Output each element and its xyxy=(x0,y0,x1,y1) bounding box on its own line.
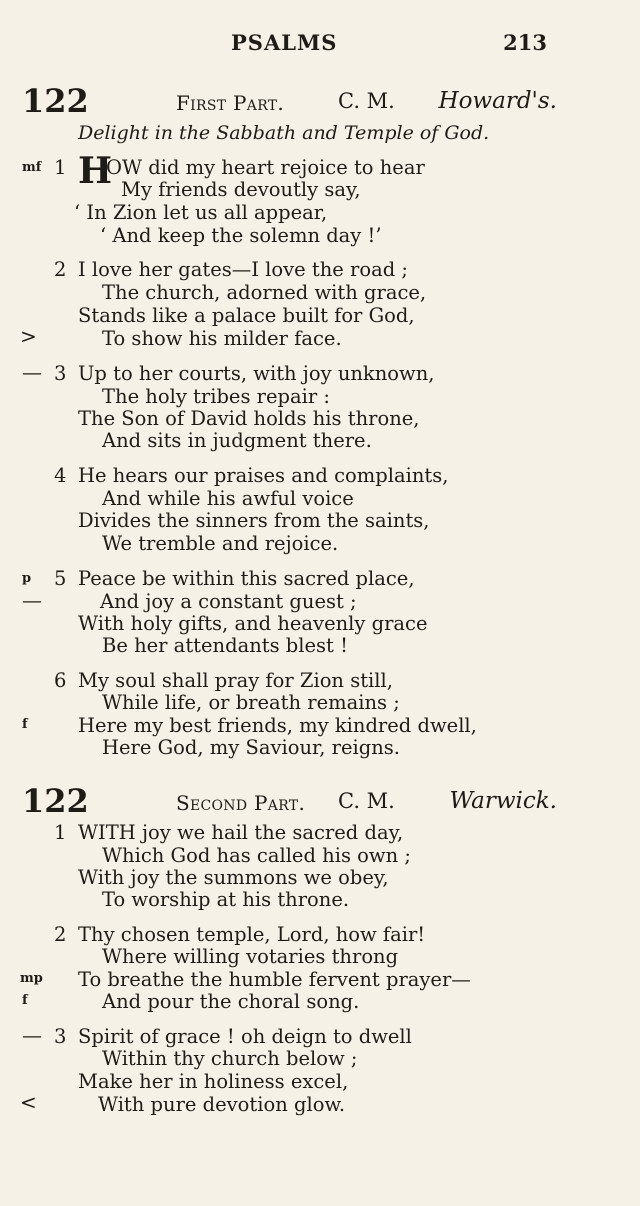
verse-line: We tremble and rejoice. xyxy=(102,532,339,555)
verse-number: 3 xyxy=(54,362,67,385)
hymn-tune: Warwick. xyxy=(449,788,557,814)
verse-line: I love her gates—I love the road ; xyxy=(78,258,408,281)
accent-mark: > xyxy=(20,324,37,348)
hymn-part: Second Part. xyxy=(176,791,306,815)
verse-number: 3 xyxy=(54,1025,67,1048)
verse-number: 1 xyxy=(54,156,67,179)
verse-line: With joy the summons we obey, xyxy=(78,866,389,889)
dynamic-mark: — xyxy=(22,360,42,384)
verse-line: The holy tribes repair : xyxy=(102,385,330,408)
drop-cap: H xyxy=(78,150,113,192)
verse-line: To breathe the humble fervent prayer— xyxy=(78,968,471,991)
verse-line: Stands like a palace built for God, xyxy=(78,304,415,327)
verse-line: Up to her courts, with joy unknown, xyxy=(78,362,435,385)
verse-line: And while his awful voice xyxy=(102,487,354,510)
dynamic-mark: mf xyxy=(22,160,42,175)
hymn-meter: C. M. xyxy=(338,89,395,113)
running-head xyxy=(0,30,640,62)
dynamic-mark: f xyxy=(22,993,28,1008)
verse-line: Spirit of grace ! oh deign to dwell xyxy=(78,1025,412,1048)
dynamic-mark: f xyxy=(22,717,28,732)
verse-line: WITH joy we hail the sacred day, xyxy=(78,821,404,844)
hymn-part: First Part. xyxy=(176,91,285,115)
dynamic-mark: p xyxy=(22,571,32,586)
dynamic-mark: mp xyxy=(20,971,43,986)
verse-number: 6 xyxy=(54,669,67,692)
hymn-meter: C. M. xyxy=(338,789,395,813)
hymn-heading xyxy=(22,782,562,818)
verse-line: Here God, my Saviour, reigns. xyxy=(102,736,400,759)
verse-number: 2 xyxy=(54,923,67,946)
verse-number: 2 xyxy=(54,258,67,281)
verse-line: My friends devoutly say, xyxy=(121,178,361,201)
accent-mark: < xyxy=(20,1090,37,1114)
running-head-title: PSALMS xyxy=(231,30,338,55)
verse-line: ‘ And keep the solemn day !’ xyxy=(100,224,382,247)
dynamic-mark: — xyxy=(22,588,42,612)
verse-line: The church, adorned with grace, xyxy=(102,281,427,304)
verse-line: OW did my heart rejoice to hear xyxy=(106,156,425,179)
hymn-heading xyxy=(22,82,562,118)
verse-line: With pure devotion glow. xyxy=(98,1093,346,1116)
verse-line: To show his milder face. xyxy=(102,327,342,350)
dynamic-mark: — xyxy=(22,1023,42,1047)
verse-line: Divides the sinners from the saints, xyxy=(78,509,430,532)
verse-line: Thy chosen temple, Lord, how fair! xyxy=(78,923,426,946)
hymn-subtitle: Delight in the Sabbath and Temple of God. xyxy=(78,122,490,144)
verse-line: And pour the choral song. xyxy=(102,990,360,1013)
hymn-number: 122 xyxy=(22,82,89,120)
verse-line: He hears our praises and complaints, xyxy=(78,464,449,487)
verse-line: Peace be within this sacred place, xyxy=(78,567,415,590)
verse-line: While life, or breath remains ; xyxy=(102,691,400,714)
verse-line: Where willing votaries throng xyxy=(102,945,399,968)
verse-line: And joy a constant guest ; xyxy=(100,590,357,613)
verse-line: And sits in judgment there. xyxy=(102,429,372,452)
page-number: 213 xyxy=(503,30,547,55)
verse-line: Be her attendants blest ! xyxy=(102,634,348,657)
verse-line: With holy gifts, and heavenly grace xyxy=(78,612,428,635)
verse-line: To worship at his throne. xyxy=(102,888,350,911)
verse-line: Make her in holiness excel, xyxy=(78,1070,349,1093)
verse-line: My soul shall pray for Zion still, xyxy=(78,669,393,692)
verse-line: Within thy church below ; xyxy=(102,1047,358,1070)
verse-number: 5 xyxy=(54,567,67,590)
verse-line: Which God has called his own ; xyxy=(102,844,411,867)
verse-line: Here my best friends, my kindred dwell, xyxy=(78,714,477,737)
verse-line: ‘ In Zion let us all appear, xyxy=(74,201,328,224)
verse-number: 1 xyxy=(54,821,67,844)
hymn-tune: Howard's. xyxy=(438,88,557,114)
verse-line: The Son of David holds his throne, xyxy=(78,407,420,430)
hymn-number: 122 xyxy=(22,782,89,820)
verse-number: 4 xyxy=(54,464,67,487)
